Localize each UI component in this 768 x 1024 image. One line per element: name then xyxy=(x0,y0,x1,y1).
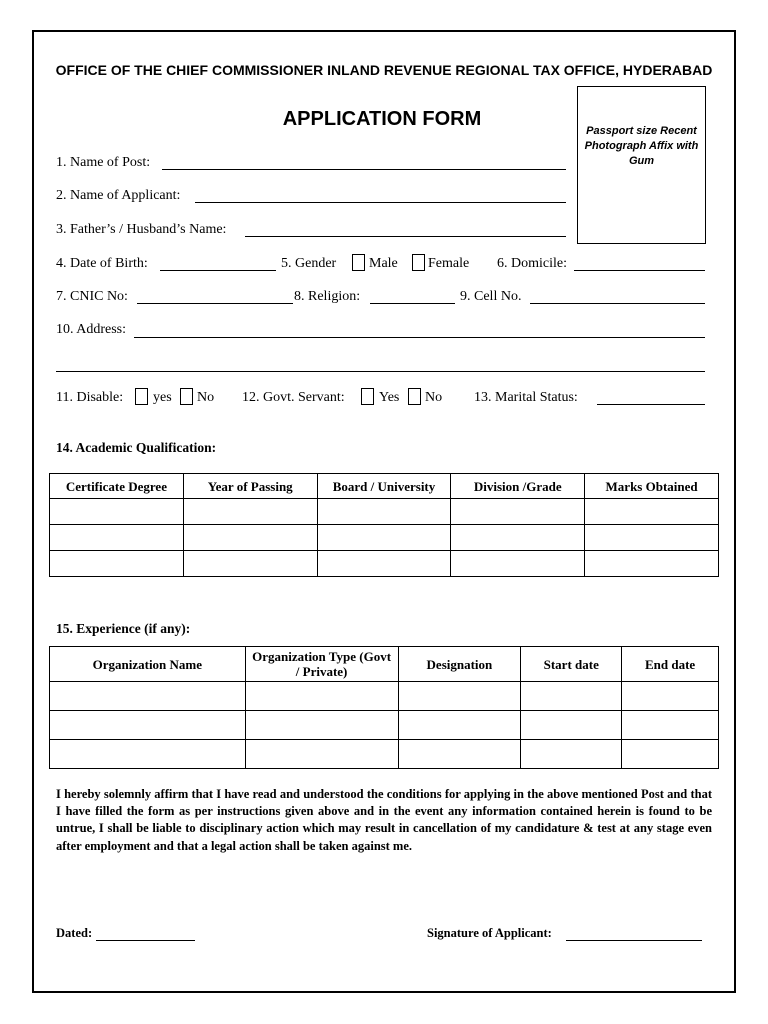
table-cell[interactable] xyxy=(451,525,585,551)
disable-label: 11. Disable: xyxy=(56,390,124,405)
table-cell[interactable] xyxy=(585,551,719,577)
table-cell[interactable] xyxy=(50,682,246,711)
table-cell[interactable] xyxy=(622,682,719,711)
table-cell[interactable] xyxy=(521,682,622,711)
table-cell[interactable] xyxy=(398,682,521,711)
gender-male-checkbox[interactable] xyxy=(352,254,365,271)
govt-servant-no-label: No xyxy=(425,390,443,405)
table-cell[interactable] xyxy=(245,740,398,769)
religion-label: 8. Religion: xyxy=(294,289,361,304)
academic-heading: 14. Academic Qualification: xyxy=(56,440,217,455)
disable-yes-checkbox[interactable] xyxy=(135,388,148,405)
table-row xyxy=(50,682,719,711)
dated-label: Dated: xyxy=(56,926,93,940)
table-cell[interactable] xyxy=(50,525,184,551)
gender-female-label: Female xyxy=(428,256,470,271)
table-cell[interactable] xyxy=(317,525,451,551)
name-of-applicant-field[interactable] xyxy=(195,202,566,203)
table-row xyxy=(50,525,719,551)
photo-box-text: Passport size Recent Photograph Affix with Gum xyxy=(584,125,699,167)
signature-label: Signature of Applicant: xyxy=(427,926,552,940)
govt-servant-yes-checkbox[interactable] xyxy=(361,388,374,405)
office-heading: OFFICE OF THE CHIEF COMMISSIONER INLAND REVENUE REGIONAL TAX OFFICE, HYDERABAD xyxy=(55,62,713,78)
table-row xyxy=(50,711,719,740)
disable-yes-label: yes xyxy=(153,390,172,405)
academic-col-certificate: Certificate Degree xyxy=(50,474,184,499)
table-cell[interactable] xyxy=(622,711,719,740)
father-husband-name-label: 3. Father’s / Husband’s Name: xyxy=(56,222,227,237)
gender-label: 5. Gender xyxy=(281,256,337,271)
address-label: 10. Address: xyxy=(56,322,126,337)
table-cell[interactable] xyxy=(398,711,521,740)
date-of-birth-label: 4. Date of Birth: xyxy=(56,256,148,271)
table-cell[interactable] xyxy=(50,551,184,577)
name-of-applicant-label: 2. Name of Applicant: xyxy=(56,188,181,203)
table-cell[interactable] xyxy=(183,499,317,525)
disable-no-label: No xyxy=(197,390,215,405)
table-cell[interactable] xyxy=(521,711,622,740)
name-of-post-label: 1. Name of Post: xyxy=(56,155,151,170)
disable-no-checkbox[interactable] xyxy=(180,388,193,405)
govt-servant-yes-label: Yes xyxy=(379,390,400,405)
table-cell[interactable] xyxy=(451,499,585,525)
address-field-line-2[interactable] xyxy=(56,371,705,372)
dated-field[interactable] xyxy=(96,940,195,941)
experience-heading: 15. Experience (if any): xyxy=(56,621,191,636)
photo-box xyxy=(577,86,706,244)
experience-col-end-date: End date xyxy=(622,647,719,682)
marital-status-label: 13. Marital Status: xyxy=(474,390,578,405)
address-field-line-1[interactable] xyxy=(134,337,705,338)
table-cell[interactable] xyxy=(451,551,585,577)
experience-col-organization-name: Organization Name xyxy=(50,647,246,682)
academic-col-division: Division /Grade xyxy=(451,474,585,499)
academic-col-year: Year of Passing xyxy=(183,474,317,499)
table-cell[interactable] xyxy=(585,499,719,525)
domicile-field[interactable] xyxy=(574,270,705,271)
father-husband-name-field[interactable] xyxy=(245,236,566,237)
signature-field[interactable] xyxy=(566,940,702,941)
table-cell[interactable] xyxy=(50,740,246,769)
table-cell[interactable] xyxy=(50,711,246,740)
table-cell[interactable] xyxy=(183,551,317,577)
experience-col-organization-type: Organization Type (Govt / Private) xyxy=(245,647,398,682)
cnic-field[interactable] xyxy=(137,303,293,304)
table-cell[interactable] xyxy=(317,499,451,525)
religion-field[interactable] xyxy=(370,303,455,304)
domicile-label: 6. Domicile: xyxy=(497,256,567,271)
table-cell[interactable] xyxy=(622,740,719,769)
table-cell[interactable] xyxy=(183,525,317,551)
marital-status-field[interactable] xyxy=(597,404,705,405)
form-title: APPLICATION FORM xyxy=(282,108,482,130)
table-cell[interactable] xyxy=(585,525,719,551)
date-of-birth-field[interactable] xyxy=(160,270,276,271)
cnic-label: 7. CNIC No: xyxy=(56,289,128,304)
experience-table xyxy=(49,646,719,769)
table-row xyxy=(50,499,719,525)
cell-no-label: 9. Cell No. xyxy=(460,289,522,304)
name-of-post-field[interactable] xyxy=(162,169,566,170)
academic-table xyxy=(49,473,719,577)
govt-servant-label: 12. Govt. Servant: xyxy=(242,390,345,405)
table-cell[interactable] xyxy=(317,551,451,577)
cell-no-field[interactable] xyxy=(530,303,705,304)
govt-servant-no-checkbox[interactable] xyxy=(408,388,421,405)
table-row xyxy=(50,551,719,577)
gender-male-label: Male xyxy=(369,256,398,271)
academic-col-marks: Marks Obtained xyxy=(585,474,719,499)
table-cell[interactable] xyxy=(245,682,398,711)
table-row xyxy=(50,740,719,769)
experience-col-designation: Designation xyxy=(398,647,521,682)
table-cell[interactable] xyxy=(398,740,521,769)
academic-col-board: Board / University xyxy=(317,474,451,499)
table-cell[interactable] xyxy=(245,711,398,740)
table-cell[interactable] xyxy=(50,499,184,525)
experience-col-start-date: Start date xyxy=(521,647,622,682)
declaration-text: I hereby solemnly affirm that I have read and understood the conditions for applying in the above mentioned Post and that I have filled the form as per instructions given above and in the event any information contained herein is found to be untrue, I shall be liable to disciplinary action which may result in cancellation of my candidature & test at any stage even after employment and that a legal action shall be taken against me. xyxy=(56,787,712,853)
table-cell[interactable] xyxy=(521,740,622,769)
gender-female-checkbox[interactable] xyxy=(412,254,425,271)
